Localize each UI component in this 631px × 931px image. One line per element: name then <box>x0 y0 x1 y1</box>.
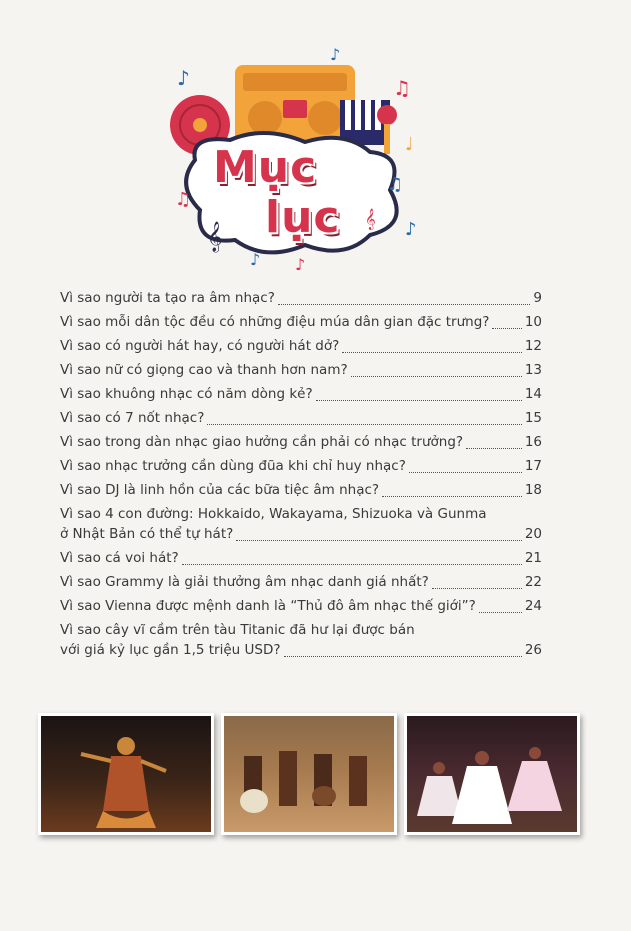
toc-entry[interactable] <box>60 312 542 332</box>
toc-entry-title-line1: Vì sao 4 con đường: Hokkaido, Wakayama, Shizuoka và Gunma <box>60 506 487 522</box>
toc-entry-title: Vì sao nhạc trưởng cần dùng đũa khi chỉ huy nhạc? <box>60 458 406 474</box>
leader-dots <box>479 612 522 613</box>
photo-strip <box>38 713 578 831</box>
toc-entry-title: ở Nhật Bản có thể tự hát? <box>60 526 234 542</box>
toc-entry[interactable] <box>60 480 542 500</box>
header-illustration <box>155 40 445 280</box>
dancer-illustration <box>41 716 211 832</box>
leader-dots <box>466 448 522 449</box>
toc-entry-title: Vì sao có 7 nốt nhạc? <box>60 410 205 426</box>
leader-dots <box>342 352 522 353</box>
leader-dots <box>409 472 522 473</box>
toc-entry-title: Vì sao cá voi hát? <box>60 550 179 566</box>
toc-entry[interactable] <box>60 432 542 452</box>
svg-text:♪: ♪ <box>295 255 306 274</box>
page-title-line1: Mục <box>213 142 318 193</box>
toc-entry-page: 20 <box>524 526 542 542</box>
svg-text:♫: ♫ <box>387 174 404 195</box>
toc-entry-title: Vì sao có người hát hay, có người hát dở? <box>60 338 340 354</box>
toc-entry-page: 21 <box>524 550 542 566</box>
drummers-illustration <box>224 716 394 832</box>
toc-entry-title: Vì sao trong dàn nhạc giao hưởng cần phải có nhạc trưởng? <box>60 434 464 450</box>
toc-entry[interactable] <box>60 456 542 476</box>
svg-text:♪: ♪ <box>330 45 341 64</box>
svg-text:♪: ♪ <box>250 250 261 269</box>
toc-entry-title: Vì sao DJ là linh hồn của các bữa tiệc âm nhạc? <box>60 482 380 498</box>
svg-text:♪: ♪ <box>405 219 417 240</box>
leader-dots <box>351 376 522 377</box>
toc-entry[interactable] <box>60 360 542 380</box>
svg-text:♪: ♪ <box>177 66 190 90</box>
leader-dots <box>492 328 521 329</box>
toc-entry-page: 24 <box>524 598 542 614</box>
dancer-photo <box>38 713 214 835</box>
toc-entry[interactable] <box>60 572 542 592</box>
toc-entry[interactable] <box>60 408 542 428</box>
toc-entry-page: 10 <box>524 314 542 330</box>
whirling-dervishes-photo <box>404 713 580 835</box>
toc-entry-page: 15 <box>524 410 542 426</box>
toc-entry-page: 14 <box>524 386 542 402</box>
svg-text:♫: ♫ <box>393 76 411 100</box>
toc-entry[interactable] <box>60 336 542 356</box>
toc-entry-page: 13 <box>524 362 542 378</box>
svg-text:♫: ♫ <box>175 189 192 210</box>
toc-entry-title: Vì sao Grammy là giải thưởng âm nhạc danh giá nhất? <box>60 574 429 590</box>
toc-entry[interactable] <box>60 596 542 616</box>
leader-dots <box>432 588 522 589</box>
toc-entry-title: Vì sao nữ có giọng cao và thanh hơn nam? <box>60 362 348 378</box>
toc-entry-page: 16 <box>524 434 542 450</box>
leader-dots <box>207 424 521 425</box>
toc-entry-page: 9 <box>533 290 542 306</box>
toc-entry-page: 22 <box>524 574 542 590</box>
toc-entry-page: 18 <box>524 482 542 498</box>
toc-entry-title-line1: Vì sao cây vĩ cầm trên tàu Titanic đã hư lại được bán <box>60 622 415 638</box>
toc-entry[interactable] <box>60 504 542 544</box>
leader-dots <box>182 564 522 565</box>
table-of-contents <box>60 288 542 660</box>
toc-entry-title: Vì sao mỗi dân tộc đều có những điệu múa dân gian đặc trưng? <box>60 314 490 330</box>
leader-dots <box>278 304 531 305</box>
toc-entry-title: Vì sao Vienna được mệnh danh là “Thủ đô âm nhạc thế giới”? <box>60 598 476 614</box>
whirling-dervishes-illustration <box>407 716 577 832</box>
toc-entry[interactable] <box>60 548 542 568</box>
leader-dots <box>382 496 522 497</box>
svg-text:𝄞: 𝄞 <box>365 209 376 230</box>
toc-entry-title: Vì sao người ta tạo ra âm nhạc? <box>60 290 275 306</box>
leader-dots <box>236 540 522 541</box>
toc-entry[interactable] <box>60 620 542 660</box>
toc-entry-page: 26 <box>524 642 542 658</box>
leader-dots <box>284 656 522 657</box>
svg-text:♩: ♩ <box>405 134 414 155</box>
toc-entry-page: 17 <box>524 458 542 474</box>
toc-entry[interactable] <box>60 288 542 308</box>
toc-entry-page: 12 <box>524 338 542 354</box>
toc-entry[interactable] <box>60 384 542 404</box>
leader-dots <box>316 400 522 401</box>
drummers-photo <box>221 713 397 835</box>
toc-entry-title: với giá kỷ lục gần 1,5 triệu USD? <box>60 642 281 658</box>
toc-entry-title: Vì sao khuông nhạc có năm dòng kẻ? <box>60 386 313 402</box>
page-title-line2: lục <box>265 192 341 243</box>
svg-text:𝄞: 𝄞 <box>207 222 223 252</box>
